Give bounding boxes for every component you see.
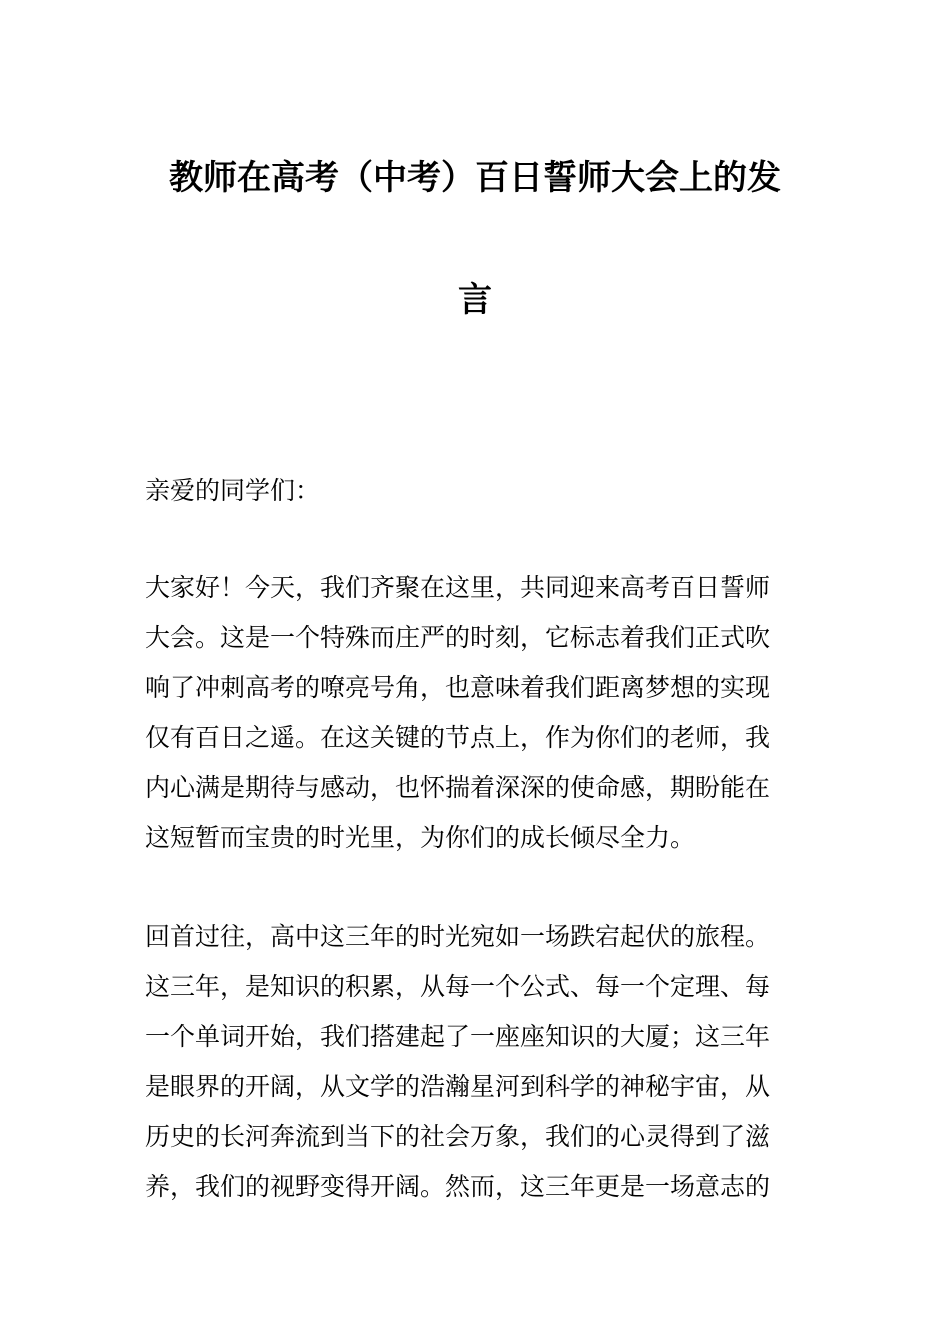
document-title-line-1: 教师在高考（中考）百日誓师大会上的发 xyxy=(169,158,781,198)
greeting: 亲爱的同学们： xyxy=(145,476,321,505)
paragraph-line: 一个单词开始，我们搭建起了一座座知识的大厦；这三年 xyxy=(145,1022,771,1051)
paragraph-line: 养，我们的视野变得开阔。然而，这三年更是一场意志的 xyxy=(145,1172,771,1201)
paragraph-2 xyxy=(145,912,810,1212)
paragraph-line: 大家好！今天，我们齐聚在这里，共同迎来高考百日誓师 xyxy=(145,573,771,602)
paragraph-line: 响了冲刺高考的嘹亮号角，也意味着我们距离梦想的实现 xyxy=(145,673,771,702)
paragraph-line: 这三年，是知识的积累，从每一个公式、每一个定理、每 xyxy=(145,972,771,1001)
paragraph-line: 是眼界的开阔，从文学的浩瀚星河到科学的神秘宇宙，从 xyxy=(145,1072,771,1101)
paragraph-line: 历史的长河奔流到当下的社会万象，我们的心灵得到了滋 xyxy=(145,1122,771,1151)
document-title-line-2: 言 xyxy=(458,280,492,320)
paragraph-line: 大会。这是一个特殊而庄严的时刻，它标志着我们正式吹 xyxy=(145,623,771,652)
paragraph-line: 内心满是期待与感动，也怀揣着深深的使命感，期盼能在 xyxy=(145,773,771,802)
paragraph-line: 回首过往，高中这三年的时光宛如一场跌宕起伏的旅程。 xyxy=(145,922,771,951)
paragraph-line: 仅有百日之遥。在这关键的节点上，作为你们的老师，我 xyxy=(145,723,771,752)
paragraph-1 xyxy=(145,563,810,863)
paragraph-line: 这短暂而宝贵的时光里，为你们的成长倾尽全力。 xyxy=(145,823,696,852)
